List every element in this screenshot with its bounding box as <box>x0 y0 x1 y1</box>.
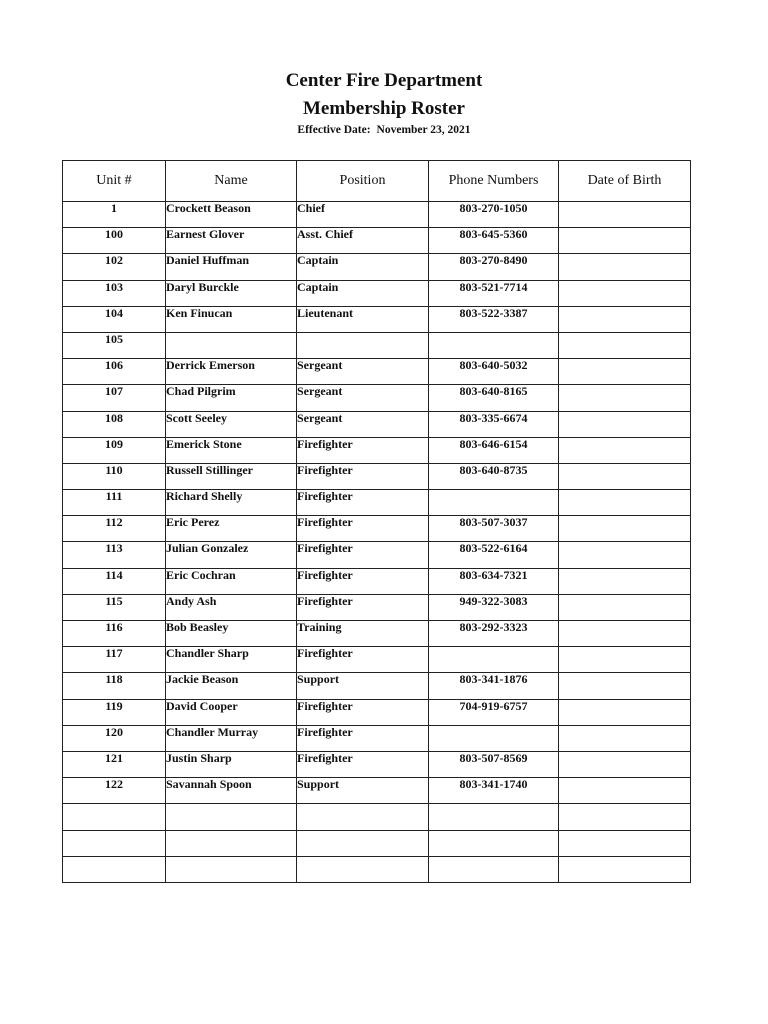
name-cell: Crockett Beason <box>166 202 297 228</box>
phone-cell: 803-292-3323 <box>429 621 559 647</box>
dob-cell <box>559 699 691 725</box>
phone-cell: 949-322-3083 <box>429 594 559 620</box>
unit-cell: 116 <box>63 621 166 647</box>
table-row <box>63 856 691 882</box>
position-cell: Sergeant <box>297 385 429 411</box>
position-cell: Chief <box>297 202 429 228</box>
phone-cell: 803-646-6154 <box>429 437 559 463</box>
unit-cell: 105 <box>63 332 166 358</box>
name-cell: Scott Seeley <box>166 411 297 437</box>
phone-cell <box>429 830 559 856</box>
table-row <box>63 673 691 699</box>
name-cell: Richard Shelly <box>166 490 297 516</box>
unit-cell: 112 <box>63 516 166 542</box>
table-row <box>63 516 691 542</box>
unit-cell: 113 <box>63 542 166 568</box>
name-cell: Chandler Sharp <box>166 647 297 673</box>
unit-cell: 121 <box>63 751 166 777</box>
dob-cell <box>559 647 691 673</box>
phone-cell: 803-270-8490 <box>429 254 559 280</box>
position-cell: Firefighter <box>297 490 429 516</box>
table-row <box>63 594 691 620</box>
table-row <box>63 411 691 437</box>
position-cell: Lieutenant <box>297 306 429 332</box>
table-row <box>63 804 691 830</box>
unit-cell: 109 <box>63 437 166 463</box>
name-cell: Ken Finucan <box>166 306 297 332</box>
dob-cell <box>559 594 691 620</box>
phone-cell: 803-341-1876 <box>429 673 559 699</box>
dob-cell <box>559 280 691 306</box>
table-row <box>63 332 691 358</box>
dob-cell <box>559 254 691 280</box>
phone-cell: 803-522-3387 <box>429 306 559 332</box>
name-cell: David Cooper <box>166 699 297 725</box>
unit-cell: 119 <box>63 699 166 725</box>
position-cell: Captain <box>297 254 429 280</box>
effective-date-value: November 23, 2021 <box>376 124 471 136</box>
dob-cell <box>559 359 691 385</box>
table-row <box>63 778 691 804</box>
dob-cell <box>559 463 691 489</box>
table-row <box>63 254 691 280</box>
position-cell: Firefighter <box>297 463 429 489</box>
name-cell: Eric Cochran <box>166 568 297 594</box>
table-row <box>63 437 691 463</box>
column-header-position: Position <box>297 161 429 202</box>
position-cell: Firefighter <box>297 699 429 725</box>
unit-cell: 114 <box>63 568 166 594</box>
table-row <box>63 830 691 856</box>
unit-cell: 100 <box>63 228 166 254</box>
unit-cell: 120 <box>63 725 166 751</box>
position-cell: Firefighter <box>297 594 429 620</box>
header-row <box>63 161 691 202</box>
table-row <box>63 699 691 725</box>
column-header-phone: Phone Numbers <box>429 161 559 202</box>
unit-cell: 108 <box>63 411 166 437</box>
phone-cell <box>429 490 559 516</box>
phone-cell: 803-507-3037 <box>429 516 559 542</box>
phone-cell <box>429 856 559 882</box>
position-cell: Asst. Chief <box>297 228 429 254</box>
dob-cell <box>559 385 691 411</box>
unit-cell: 115 <box>63 594 166 620</box>
unit-cell <box>63 856 166 882</box>
name-cell <box>166 856 297 882</box>
table-row <box>63 647 691 673</box>
phone-cell <box>429 804 559 830</box>
unit-cell: 122 <box>63 778 166 804</box>
dob-cell <box>559 490 691 516</box>
dob-cell <box>559 306 691 332</box>
column-header-name: Name <box>166 161 297 202</box>
table-row <box>63 280 691 306</box>
dob-cell <box>559 332 691 358</box>
unit-cell: 111 <box>63 490 166 516</box>
unit-cell: 1 <box>63 202 166 228</box>
unit-cell: 117 <box>63 647 166 673</box>
name-cell: Chandler Murray <box>166 725 297 751</box>
position-cell <box>297 830 429 856</box>
name-cell: Earnest Glover <box>166 228 297 254</box>
roster-table <box>62 160 691 883</box>
dob-cell <box>559 856 691 882</box>
dob-cell <box>559 804 691 830</box>
dob-cell <box>559 751 691 777</box>
name-cell: Russell Stillinger <box>166 463 297 489</box>
name-cell: Derrick Emerson <box>166 359 297 385</box>
phone-cell: 803-507-8569 <box>429 751 559 777</box>
position-cell: Firefighter <box>297 751 429 777</box>
phone-cell: 803-521-7714 <box>429 280 559 306</box>
position-cell: Firefighter <box>297 437 429 463</box>
position-cell: Firefighter <box>297 725 429 751</box>
phone-cell: 704-919-6757 <box>429 699 559 725</box>
unit-cell: 102 <box>63 254 166 280</box>
position-cell: Firefighter <box>297 647 429 673</box>
phone-cell: 803-522-6164 <box>429 542 559 568</box>
dob-cell <box>559 568 691 594</box>
phone-cell: 803-335-6674 <box>429 411 559 437</box>
phone-cell: 803-645-5360 <box>429 228 559 254</box>
dob-cell <box>559 778 691 804</box>
name-cell: Bob Beasley <box>166 621 297 647</box>
effective-date-label: Effective Date: <box>297 124 371 136</box>
table-row <box>63 725 691 751</box>
table-row <box>63 306 691 332</box>
phone-cell: 803-270-1050 <box>429 202 559 228</box>
table-row <box>63 751 691 777</box>
unit-cell: 118 <box>63 673 166 699</box>
name-cell: Savannah Spoon <box>166 778 297 804</box>
table-row <box>63 463 691 489</box>
column-header-unit: Unit # <box>63 161 166 202</box>
position-cell <box>297 856 429 882</box>
dob-cell <box>559 542 691 568</box>
position-cell: Sergeant <box>297 411 429 437</box>
name-cell: Eric Perez <box>166 516 297 542</box>
unit-cell: 106 <box>63 359 166 385</box>
phone-cell <box>429 725 559 751</box>
name-cell: Emerick Stone <box>166 437 297 463</box>
table-row <box>63 202 691 228</box>
name-cell: Justin Sharp <box>166 751 297 777</box>
dob-cell <box>559 411 691 437</box>
unit-cell: 110 <box>63 463 166 489</box>
name-cell: Chad Pilgrim <box>166 385 297 411</box>
name-cell <box>166 830 297 856</box>
position-cell <box>297 332 429 358</box>
phone-cell: 803-634-7321 <box>429 568 559 594</box>
position-cell: Firefighter <box>297 568 429 594</box>
phone-cell <box>429 647 559 673</box>
name-cell: Julian Gonzalez <box>166 542 297 568</box>
position-cell: Support <box>297 778 429 804</box>
name-cell: Daryl Burckle <box>166 280 297 306</box>
name-cell <box>166 332 297 358</box>
name-cell: Daniel Huffman <box>166 254 297 280</box>
unit-cell: 103 <box>63 280 166 306</box>
effective-date-line <box>0 124 768 136</box>
unit-cell <box>63 804 166 830</box>
table-row <box>63 359 691 385</box>
name-cell: Jackie Beason <box>166 673 297 699</box>
position-cell: Sergeant <box>297 359 429 385</box>
dob-cell <box>559 516 691 542</box>
name-cell <box>166 804 297 830</box>
position-cell <box>297 804 429 830</box>
dob-cell <box>559 228 691 254</box>
dob-cell <box>559 725 691 751</box>
phone-cell <box>429 332 559 358</box>
dob-cell <box>559 673 691 699</box>
table-row <box>63 568 691 594</box>
position-cell: Training <box>297 621 429 647</box>
phone-cell: 803-640-8735 <box>429 463 559 489</box>
document-title: Center Fire Department <box>285 70 483 91</box>
name-cell: Andy Ash <box>166 594 297 620</box>
table-row <box>63 542 691 568</box>
unit-cell: 107 <box>63 385 166 411</box>
phone-cell: 803-640-8165 <box>429 385 559 411</box>
table-row <box>63 490 691 516</box>
phone-cell: 803-640-5032 <box>429 359 559 385</box>
table-row <box>63 385 691 411</box>
table-row <box>63 621 691 647</box>
position-cell: Support <box>297 673 429 699</box>
dob-cell <box>559 621 691 647</box>
phone-cell: 803-341-1740 <box>429 778 559 804</box>
position-cell: Captain <box>297 280 429 306</box>
position-cell: Firefighter <box>297 516 429 542</box>
dob-cell <box>559 202 691 228</box>
position-cell: Firefighter <box>297 542 429 568</box>
unit-cell <box>63 830 166 856</box>
unit-cell: 104 <box>63 306 166 332</box>
document-subtitle: Membership Roster <box>303 98 465 119</box>
dob-cell <box>559 437 691 463</box>
dob-cell <box>559 830 691 856</box>
column-header-dob: Date of Birth <box>559 161 691 202</box>
table-row <box>63 228 691 254</box>
